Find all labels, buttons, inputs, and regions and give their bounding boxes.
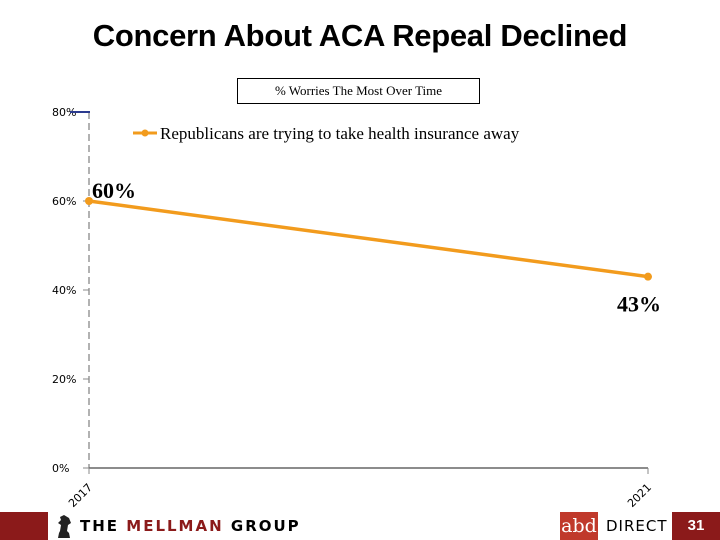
data-label: 43% — [617, 291, 661, 317]
brand-group: GROUP — [223, 517, 301, 535]
brand-mellman: MELLMAN — [126, 517, 224, 535]
footer-accent-block — [0, 512, 48, 540]
abd-logo: abd — [560, 512, 598, 540]
x-tick-label: 2017 — [66, 481, 96, 511]
page-number: 31 — [672, 512, 720, 540]
y-tick-label: 40% — [52, 284, 77, 297]
y-tick-label: 20% — [52, 373, 77, 386]
direct-label: DIRECT — [606, 517, 668, 535]
y-tick-label: 80% — [52, 106, 77, 119]
chart-title: % Worries The Most Over Time — [237, 78, 480, 104]
mellman-knight-icon — [52, 513, 76, 539]
y-tick-label: 60% — [52, 195, 77, 208]
series-line — [89, 201, 648, 277]
x-tick-label: 2021 — [625, 481, 655, 511]
legend-swatch-marker — [142, 130, 149, 137]
mellman-group-logo — [80, 517, 301, 537]
y-tick-label: 0% — [52, 462, 70, 475]
data-point — [644, 273, 652, 281]
data-label: 60% — [92, 178, 136, 203]
slide-title: Concern About ACA Repeal Declined — [92, 18, 628, 53]
legend-entry: Republicans are trying to take health insurance away — [160, 124, 520, 143]
footer-bar — [0, 512, 720, 540]
brand-the: THE — [80, 517, 127, 535]
